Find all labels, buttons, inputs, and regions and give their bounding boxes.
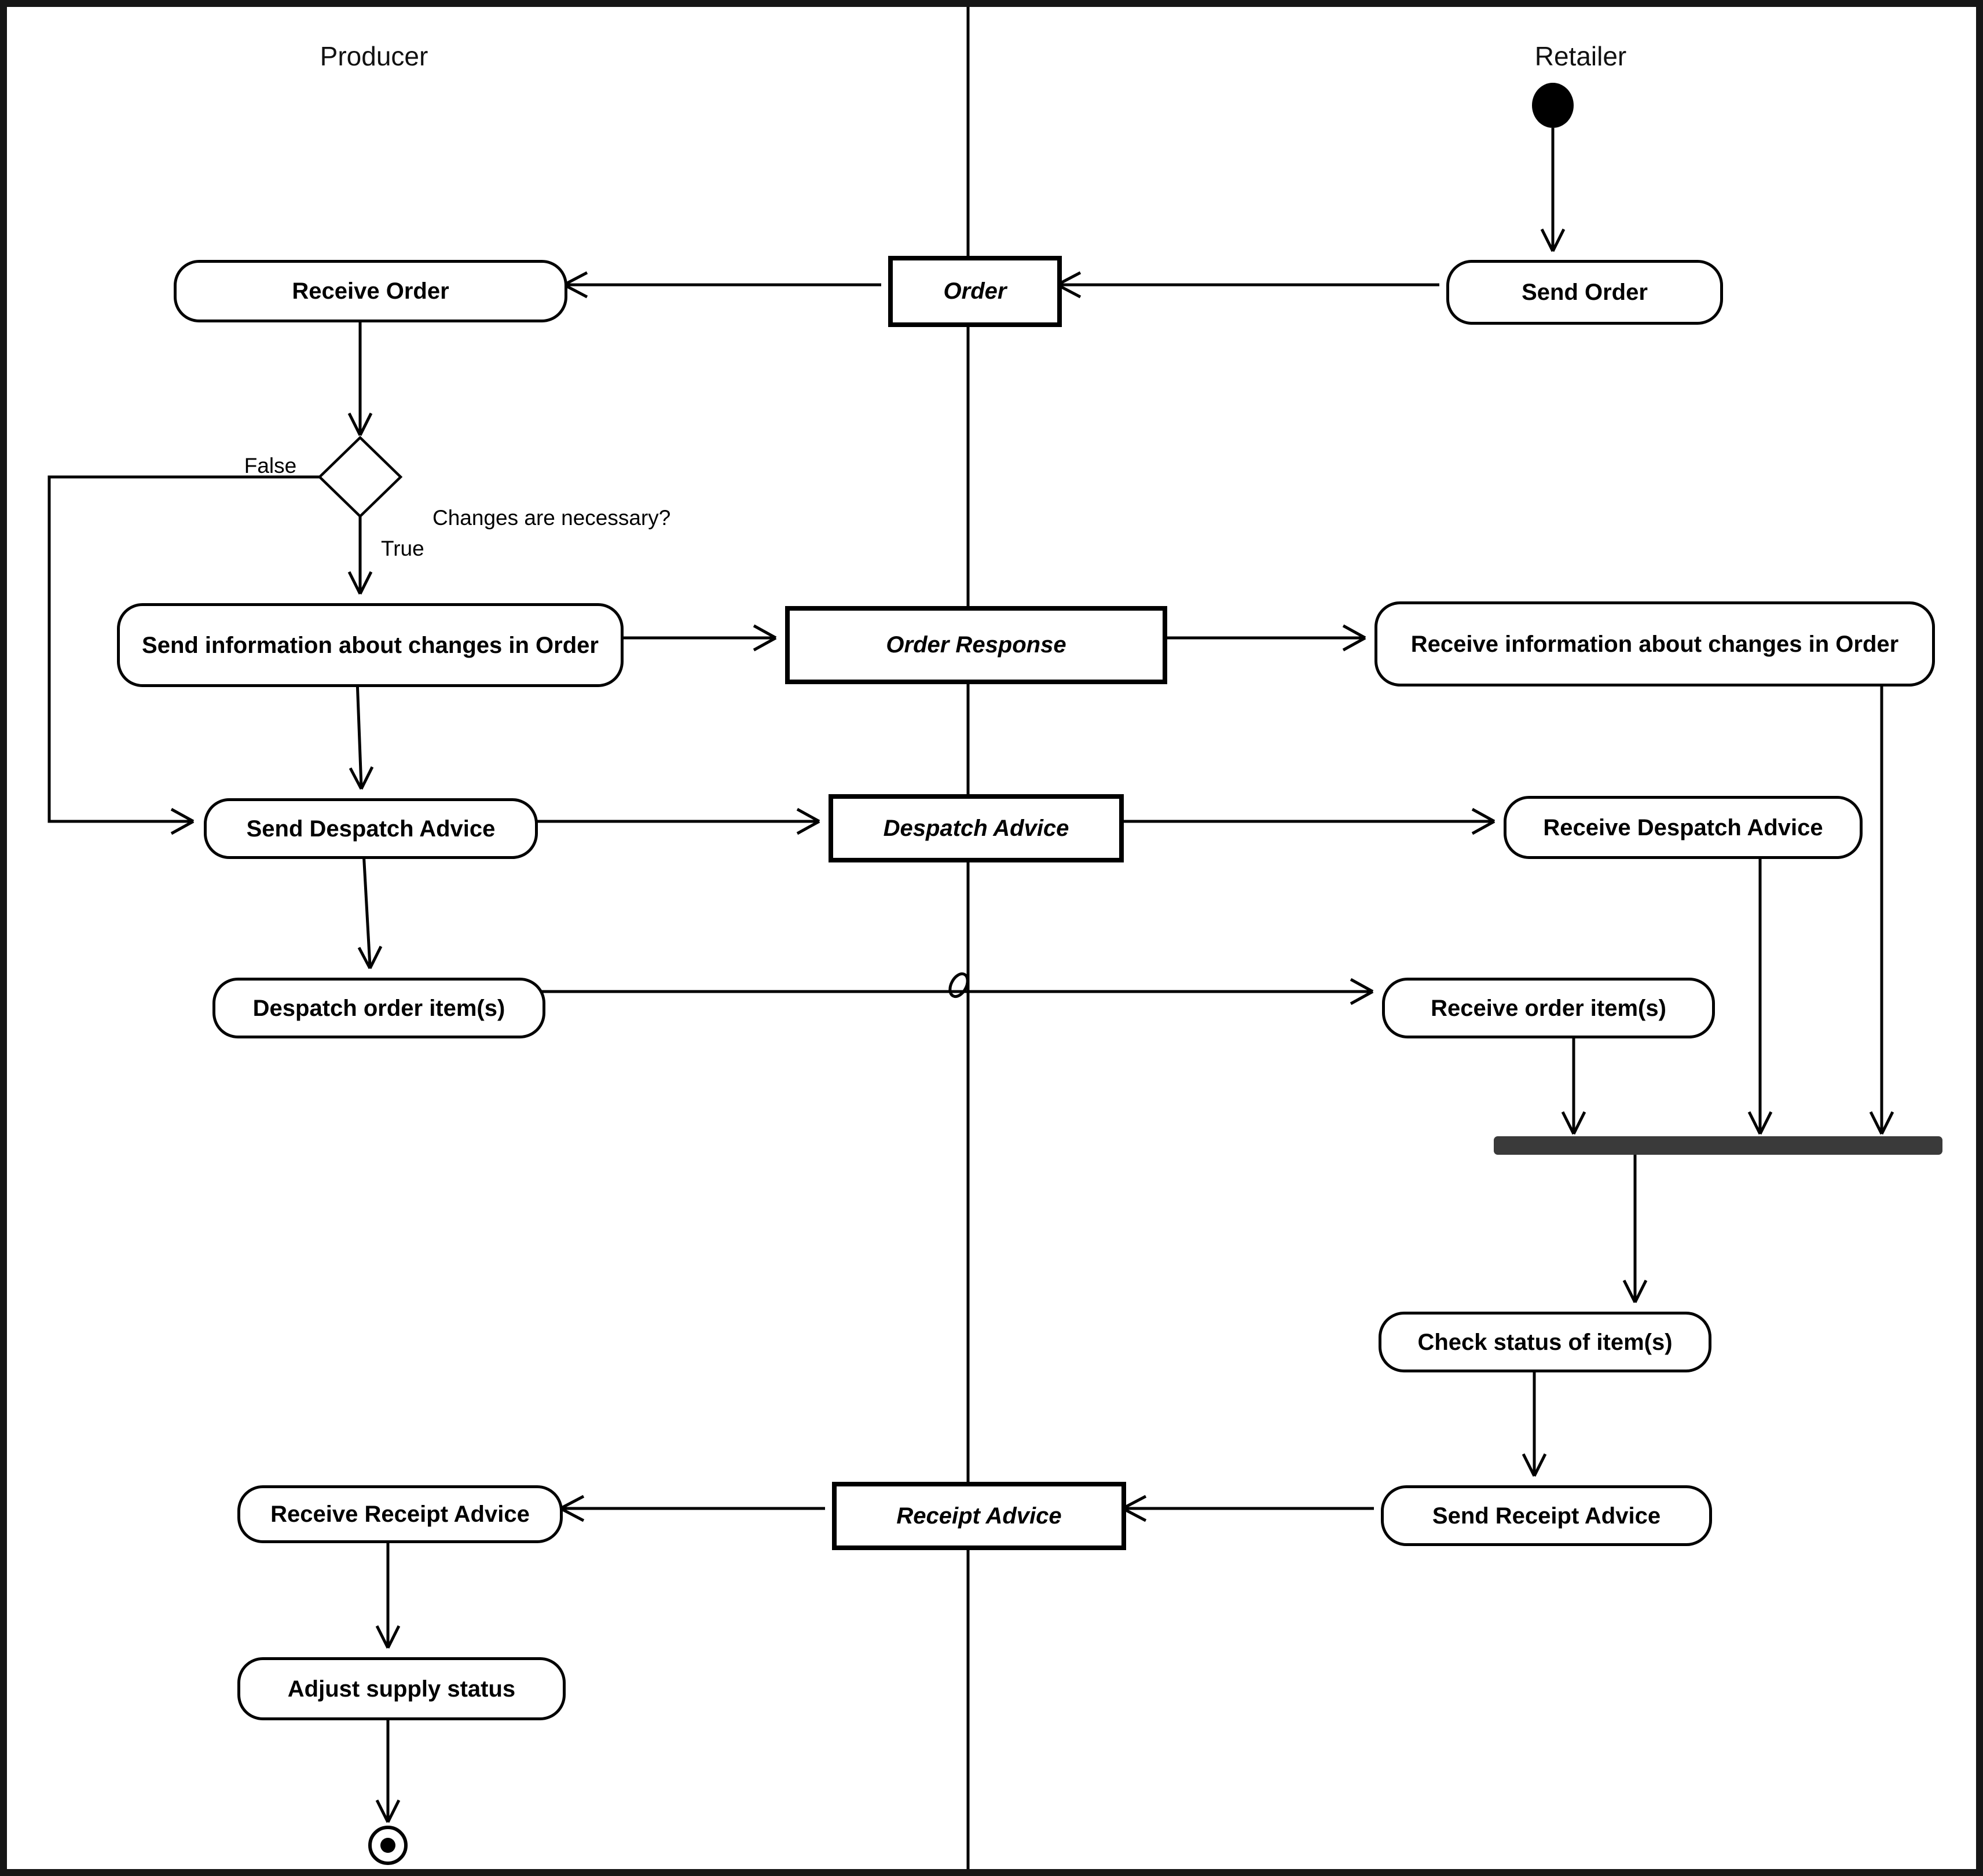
- join-bar: [1494, 1136, 1942, 1155]
- edge-despatch-items-to-receive-items: [538, 971, 1373, 1004]
- edge-adjust-to-end: [377, 1713, 399, 1822]
- object-node-despatch-advice: Despatch Advice: [829, 794, 1124, 862]
- edge-send-info-to-send-despatch: [350, 680, 372, 789]
- activity-receive-order-items: Receive order item(s): [1382, 978, 1715, 1038]
- activity-receive-order: Receive Order: [174, 260, 567, 322]
- edge-send-order-to-order: [1057, 273, 1439, 297]
- edge-receipt-advice-to-receive-receipt: [560, 1496, 825, 1521]
- edge-receive-order-to-decision: [349, 315, 371, 435]
- lane-label-retailer: Retailer: [1534, 41, 1627, 71]
- edge-receive-despatch-to-join: [1749, 852, 1771, 1134]
- lane-label-producer: Producer: [320, 41, 428, 71]
- object-node-order-response: Order Response: [785, 606, 1167, 684]
- activity-send-order: Send Order: [1446, 260, 1723, 325]
- edge-receive-receipt-to-adjust: [377, 1536, 399, 1648]
- activity-send-receipt-advice: Send Receipt Advice: [1381, 1485, 1712, 1546]
- edge-receive-items-to-join: [1563, 1031, 1585, 1134]
- activity-receive-receipt-advice: Receive Receipt Advice: [237, 1485, 563, 1543]
- edge-start-to-send-order: [1542, 128, 1564, 251]
- guard-true-label: True: [381, 537, 424, 560]
- guard-false-label: False: [244, 454, 297, 478]
- activity-receive-despatch-advice: Receive Despatch Advice: [1504, 796, 1863, 859]
- edge-check-status-to-send-receipt: [1523, 1365, 1545, 1476]
- edge-despatch-advice-to-receive-despatch: [1117, 809, 1494, 834]
- decision-diamond: [320, 438, 401, 516]
- activity-send-despatch-advice: Send Despatch Advice: [204, 798, 538, 859]
- edge-true-branch: [349, 516, 371, 594]
- activity-send-change-info: Send information about changes in Order: [117, 603, 624, 687]
- edge-order-response-to-receive-info: [1160, 626, 1365, 650]
- edge-send-info-to-order-response: [617, 626, 776, 650]
- object-node-receipt-advice: Receipt Advice: [832, 1482, 1126, 1550]
- edge-send-despatch-to-despatch-advice: [531, 809, 819, 834]
- activity-receive-change-info: Receive information about changes in Order: [1374, 601, 1935, 686]
- activity-despatch-order-items: Despatch order item(s): [212, 978, 545, 1038]
- activity-adjust-supply-status: Adjust supply status: [237, 1657, 566, 1720]
- edge-send-receipt-to-receipt-advice: [1123, 1496, 1374, 1521]
- object-node-order: Order: [888, 256, 1062, 327]
- activity-check-status: Check status of item(s): [1379, 1312, 1711, 1372]
- decision-question-label: Changes are necessary?: [432, 506, 671, 530]
- start-node: [1532, 83, 1574, 128]
- edge-join-to-check-status: [1624, 1155, 1646, 1302]
- edge-order-to-receive-order: [564, 273, 881, 297]
- edge-send-despatch-to-despatch-items: [359, 852, 381, 968]
- edge-receive-info-to-join: [1871, 680, 1893, 1134]
- end-node: [370, 1827, 406, 1863]
